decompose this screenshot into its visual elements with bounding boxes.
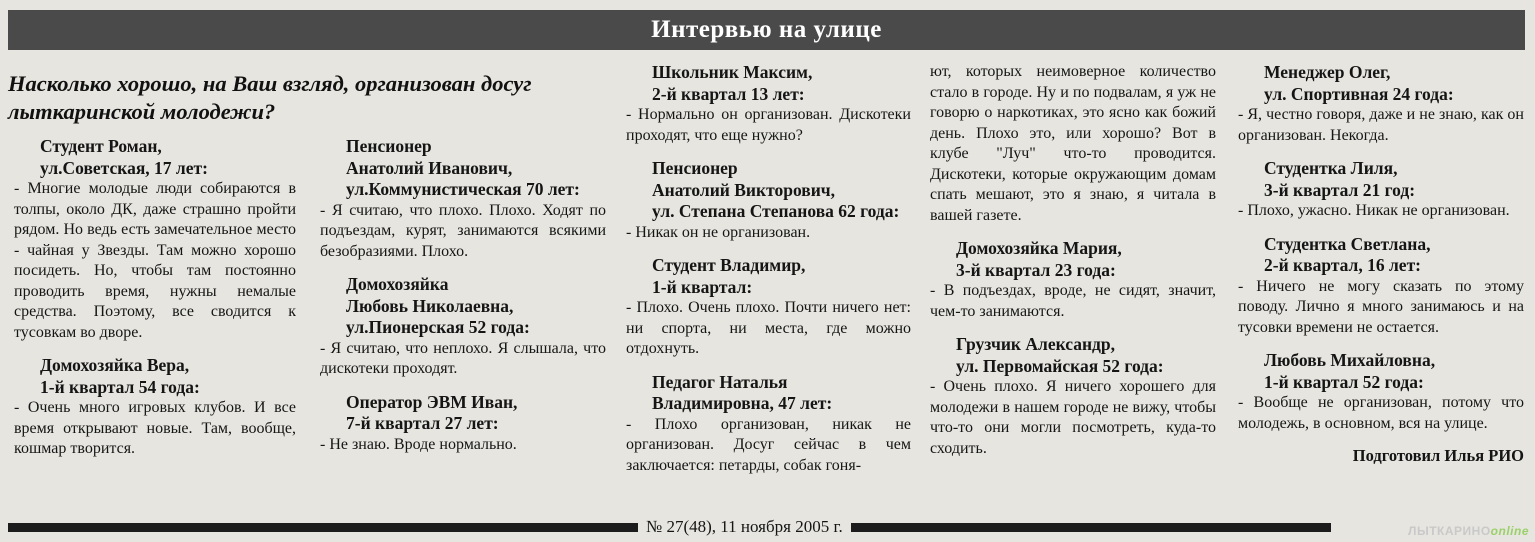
- respondent-name: [930, 334, 1216, 377]
- footer-rule-right: [851, 523, 1331, 532]
- respondent-name-line: Пенсионер: [346, 136, 432, 156]
- interview-entry: [626, 255, 911, 360]
- respondent-name-line: Педагог Наталья: [652, 371, 788, 392]
- survey-question-line-1: Насколько хорошо, на Ваш взгляд, организован досуг: [8, 71, 532, 96]
- respondent-answer: - Многие молодые люди собираются в толпы, около ДК, даже страшно пройти рядом. Но ведь есть замечательное место - чайная у Звезды. Там можно хорошо посидеть. Но, чтобы там постоянно проводить время, нужны немалые средства. Поэтому, все сводится к тусовкам во дворе.: [14, 180, 296, 341]
- interview-entry: [626, 372, 911, 477]
- section-title: Интервью на улице: [651, 16, 882, 43]
- respondent-name-line: Любовь Николаевна,: [346, 295, 514, 316]
- survey-question-line-2: лыткаринской молодежи?: [8, 99, 276, 124]
- respondent-name-line: Студент Владимир,: [652, 255, 806, 275]
- respondent-answer: - Никак он не организован.: [626, 223, 811, 241]
- interview-entry: [14, 136, 296, 343]
- issue-info: № 27(48), 11 ноября 2005 г.: [646, 517, 843, 536]
- respondent-name-line: ул.Коммунистическая 70 лет:: [346, 179, 580, 199]
- respondent-name-line: Студент Роман,: [40, 136, 162, 156]
- respondent-name: [320, 392, 606, 435]
- respondent-name: [626, 255, 911, 298]
- section-header-bar: [8, 10, 1525, 50]
- respondent-answer: - Очень плохо. Я ничего хорошего для молодежи в нашем городе не вижу, чтобы что-то они могли посмотреть, куда-то сходить.: [930, 378, 1216, 457]
- respondent-name-line: 7-й квартал 27 лет:: [346, 413, 499, 433]
- text-column-2: [320, 136, 606, 467]
- respondent-name-line: Домохозяйка Мария,: [956, 238, 1122, 258]
- text-column-1: [14, 136, 296, 472]
- interview-entry: [320, 392, 606, 456]
- respondent-name-line: ул.Советская, 17 лет:: [40, 157, 208, 178]
- respondent-answer: - Вообще не организован, потому что молодежь, в основном, вся на улице.: [1238, 394, 1524, 432]
- respondent-name-line: ул. Спортивная 24 года:: [1264, 83, 1454, 104]
- respondent-name-line: Анатолий Иванович,: [346, 157, 513, 178]
- interview-entry: [1238, 350, 1524, 434]
- respondent-name-line: 3-й квартал 21 год:: [1264, 179, 1416, 200]
- respondent-answer: - Нормально он организован. Дискотеки проходят, что еще нужно?: [626, 106, 911, 144]
- respondent-name: [930, 238, 1216, 281]
- respondent-name: [626, 62, 911, 105]
- respondent-name-line: 1-й квартал:: [652, 276, 753, 297]
- interview-entry: [1238, 234, 1524, 339]
- respondent-name: [14, 136, 296, 179]
- respondent-name-line: Пенсионер: [652, 158, 738, 178]
- respondent-name-line: 1-й квартал 52 года:: [1264, 371, 1424, 392]
- respondent-name: [1238, 350, 1524, 393]
- survey-question: [8, 70, 628, 126]
- author-credit: Подготовил Илья РИО: [1352, 446, 1524, 465]
- respondent-name-line: 1-й квартал 54 года:: [40, 376, 200, 397]
- respondent-name-line: ул. Степана Степанова 62 года:: [652, 201, 900, 221]
- respondent-name: [14, 355, 296, 398]
- respondent-answer: - Я считаю, что плохо. Плохо. Ходят по подъездам, курят, занимаются всякими безобразиями. Плохо.: [320, 201, 606, 260]
- interview-entry: [930, 62, 1216, 226]
- text-column-4: [930, 62, 1216, 471]
- interview-entry: [930, 334, 1216, 459]
- respondent-name: [320, 136, 606, 201]
- respondent-name-line: Анатолий Викторович,: [652, 179, 836, 200]
- respondent-name-line: Домохозяйка Вера,: [40, 355, 190, 375]
- respondent-name-line: 3-й квартал 23 года:: [956, 259, 1116, 280]
- answer-continuation: ют, которых неимоверное количество стало в городе. Ну и по подвалам, я уж не говорю о наркотиках, это ясно как божий день. Плохо это, или хорошо? Вот в клубе "Луч" что-то проводится. Дискотеки, которые окружающим домам спать мешают, это я знаю, я читала в вашей газете.: [930, 63, 1216, 224]
- respondent-name: [1238, 62, 1524, 105]
- respondent-answer: - В подъездах, вроде, не сидят, значит, чем-то занимаются.: [930, 282, 1216, 320]
- interview-entry: [626, 62, 911, 146]
- respondent-name-line: Владимировна, 47 лет:: [652, 393, 833, 413]
- interview-entry: [1238, 158, 1524, 222]
- respondent-name-line: 2-й квартал, 16 лет:: [1264, 255, 1421, 275]
- respondent-answer: - Плохо. Очень плохо. Почти ничего нет: ни спорта, ни места, где можно отдохнуть.: [626, 299, 911, 357]
- respondent-answer: - Очень много игровых клубов. И все время открывают новые. Там, вообще, кошмар творится.: [14, 399, 296, 457]
- watermark-brand: ЛЫТКАРИНО: [1408, 524, 1491, 538]
- interview-entry: [320, 274, 606, 380]
- watermark-suffix: online: [1490, 524, 1529, 538]
- respondent-name-line: Грузчик Александр,: [956, 334, 1116, 354]
- respondent-name-line: ул. Первомайская 52 года:: [956, 355, 1164, 376]
- respondent-answer: - Я, честно говоря, даже и не знаю, как он организован. Некогда.: [1238, 106, 1524, 144]
- respondent-name-line: Менеджер Олег,: [1264, 62, 1391, 82]
- interview-entry: [14, 355, 296, 460]
- respondent-name-line: Оператор ЭВМ Иван,: [346, 391, 518, 412]
- interview-entry: [930, 238, 1216, 322]
- interview-entry: [1238, 62, 1524, 146]
- respondent-answer: - Плохо организован, никак не организован. Досуг сейчас в чем заключается: петарды, собак гоня-: [626, 415, 911, 474]
- respondent-name-line: ул.Пионерская 52 года:: [346, 317, 530, 337]
- footer-rule-left: [8, 523, 638, 532]
- text-column-5: [1238, 62, 1524, 467]
- text-column-3: [626, 62, 911, 488]
- respondent-name-line: Школьник Максим,: [652, 62, 813, 82]
- respondent-answer: - Ничего не могу сказать по этому поводу. Лично я много занимаюсь и на тусовки времени не остается.: [1238, 277, 1524, 336]
- respondent-name-line: Студентка Светлана,: [1264, 233, 1431, 254]
- respondent-answer: - Не знаю. Вроде нормально.: [320, 435, 517, 453]
- interview-entry: [320, 136, 606, 262]
- respondent-name: [626, 372, 911, 415]
- respondent-name: [320, 274, 606, 339]
- respondent-name: [626, 158, 911, 223]
- respondent-name-line: 2-й квартал 13 лет:: [652, 83, 805, 104]
- respondent-name: [1238, 158, 1524, 201]
- respondent-answer: - Плохо, ужасно. Никак не организован.: [1238, 202, 1510, 219]
- site-watermark: [1408, 524, 1529, 538]
- page-footer: [8, 516, 1508, 538]
- respondent-name-line: Студентка Лиля,: [1264, 158, 1398, 178]
- interview-entry: [626, 158, 911, 243]
- respondent-name-line: Любовь Михайловна,: [1264, 350, 1436, 370]
- respondent-answer: - Я считаю, что неплохо. Я слышала, что дискотеки проходят.: [320, 339, 606, 377]
- respondent-name-line: Домохозяйка: [346, 274, 449, 294]
- respondent-name: [1238, 234, 1524, 277]
